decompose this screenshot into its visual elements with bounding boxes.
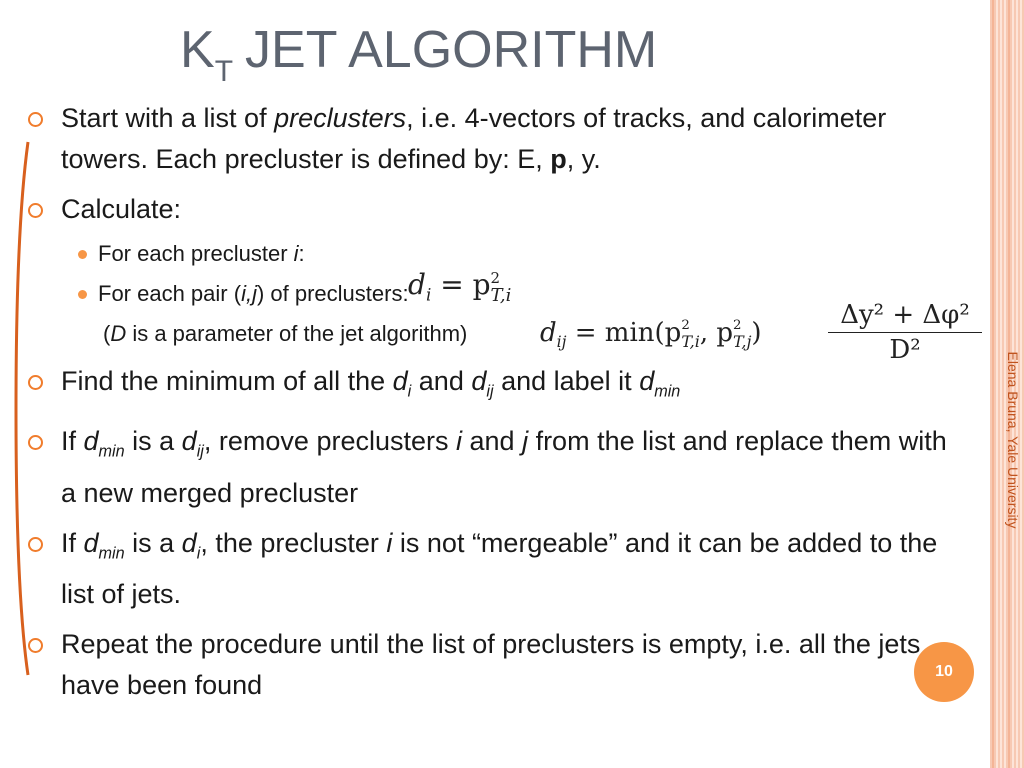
bullet-marker [28, 638, 43, 653]
sub-bullet-each-pair: For each pair (i,j) of preclusters: [28, 279, 958, 309]
formula-fraction [830, 300, 980, 365]
bullet-find-minimum: Find the minimum of all the $d_i$ and $d_{ij}$ and label it $d_{min}$ [28, 361, 958, 412]
title-subscript: T [214, 55, 234, 88]
slide-body [28, 98, 958, 715]
side-credit: Elena Bruna, Yale University [1005, 351, 1021, 529]
sub-bullet-marker [78, 250, 87, 259]
sub-bullet-each-precluster: For each precluster i: [28, 239, 958, 269]
title-rest: JET ALGORITHM [245, 21, 658, 79]
slide-title [180, 20, 658, 88]
stripe-divider [992, 0, 994, 768]
sub-bullet-marker [78, 290, 87, 299]
page-number-badge: 10 [914, 642, 974, 702]
bullet-calculate: Calculate: [28, 189, 958, 230]
bullet-repeat: Repeat the procedure until the list of preclusters is empty, i.e. all the jets have been found [28, 624, 958, 706]
bullet-marker [28, 375, 43, 390]
formula-di: $d_i = p$ 2 T,i [408, 268, 512, 306]
parameter-note: (D is a parameter of the jet algorithm) [103, 321, 468, 346]
title-main: K [180, 21, 215, 79]
bullet-preclusters: Start with a list of preclusters, i.e. 4-vectors of tracks, and calorimeter towers. Each precluster is defined by: E, p, y. [28, 98, 958, 180]
bullet-marker [28, 112, 43, 127]
bullet-marker [28, 537, 43, 552]
bullet-marker [28, 203, 43, 218]
bullet-marker [28, 435, 43, 450]
bullet-merge: If $d_{min}$ is a $d_{ij}$, remove preclusters i and j from the list and replace them with a new merged precluster [28, 421, 958, 513]
fraction-denominator: D² [889, 335, 921, 365]
bullet-not-mergeable: If $d_{min}$ is a $d_i$, the precluster i is not “mergeable” and it can be added to the list of jets. [28, 523, 958, 615]
fraction-numerator: Δy² + Δφ² [840, 300, 970, 330]
formula-dij: $d_{ij} = \min(p$ 2 T,i , p 2 T,j ) [540, 318, 762, 352]
